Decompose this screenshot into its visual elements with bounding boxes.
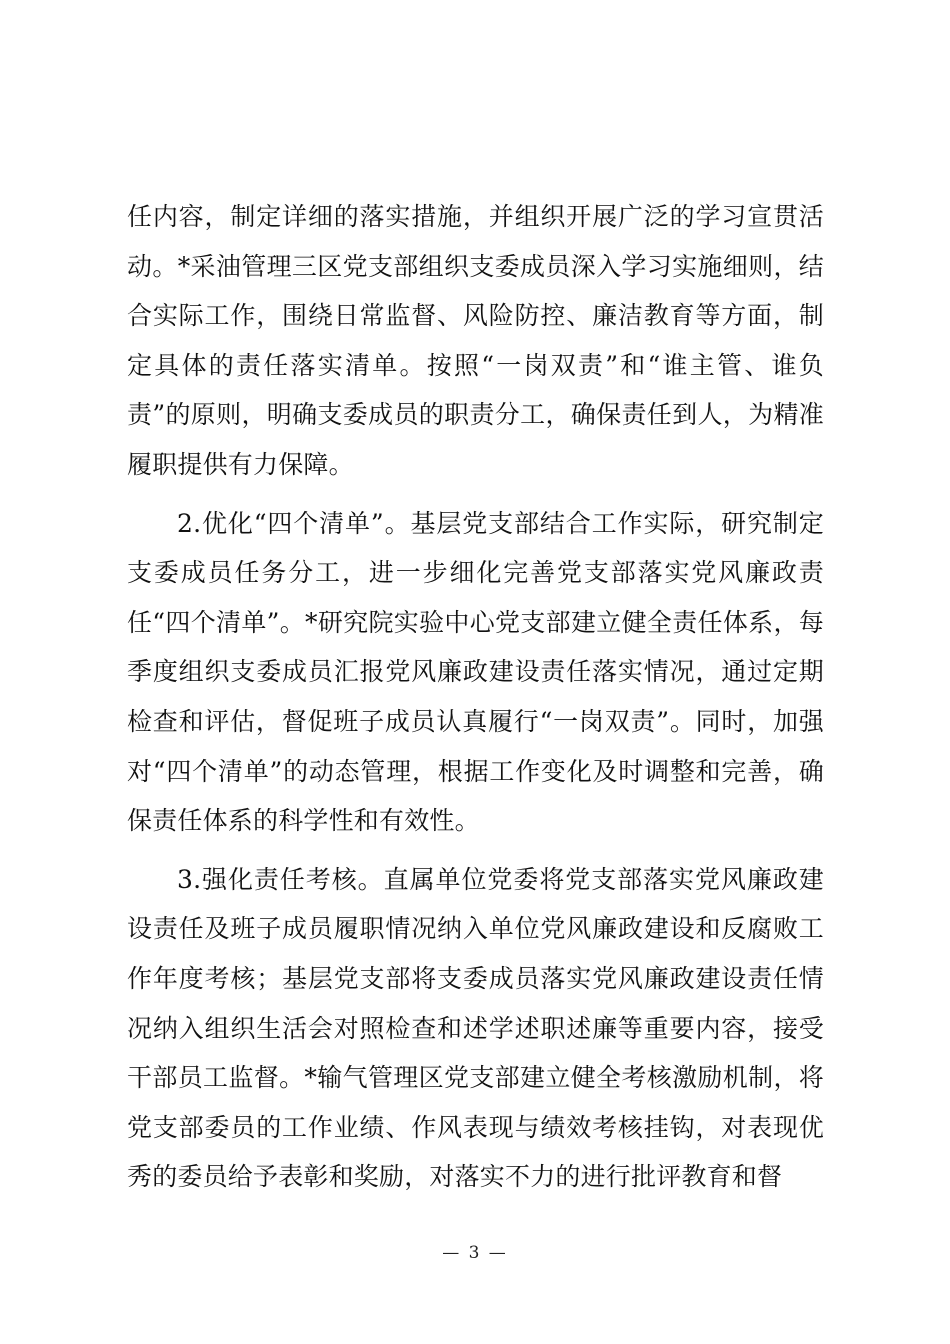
paragraph-item-3: 3.强化责任考核。直属单位党委将党支部落实党风廉政建设责任及班子成员履职情况纳入单位党风廉政建设和反腐败工作年度考核；基层党支部将支委成员落实党风廉政建设责任情况纳入组织生活会对照检查和述学述职述廉等重要内容，接受干部员工监督。*输气管理区党支部建立健全考核激励机制，将党支部委员的工作业绩、作风表现与绩效考核挂钩，对表现优秀的委员给予表彰和奖励，对落实不力的进行批评教育和督	[127, 864, 824, 1192]
paragraph-item-2: 2.优化“四个清单”。基层党支部结合工作实际，研究制定支委成员任务分工，进一步细化完善党支部落实党风廉政责任“四个清单”。*研究院实验中心党支部建立健全责任体系，每季度组织支委成员汇报党风廉政建设责任落实情况，通过定期检查和评估，督促班子成员认真履行“一岗双责”。同时，加强对“四个清单”的动态管理，根据工作变化及时调整和完善，确保责任体系的科学性和有效性。	[127, 508, 824, 836]
body-text	[127, 192, 824, 1202]
page-number: — 3 —	[442, 1243, 508, 1263]
paragraph-continuation: 任内容，制定详细的落实措施，并组织开展广泛的学习宣贯活动。*采油管理三区党支部组织支委成员深入学习实施细则，结合实际工作，围绕日常监督、风险防控、廉洁教育等方面，制定具体的责任落实清单。按照“一岗双责”和“谁主管、谁负责”的原则，明确支委成员的职责分工，确保责任到人，为精准履职提供有力保障。	[127, 202, 824, 479]
